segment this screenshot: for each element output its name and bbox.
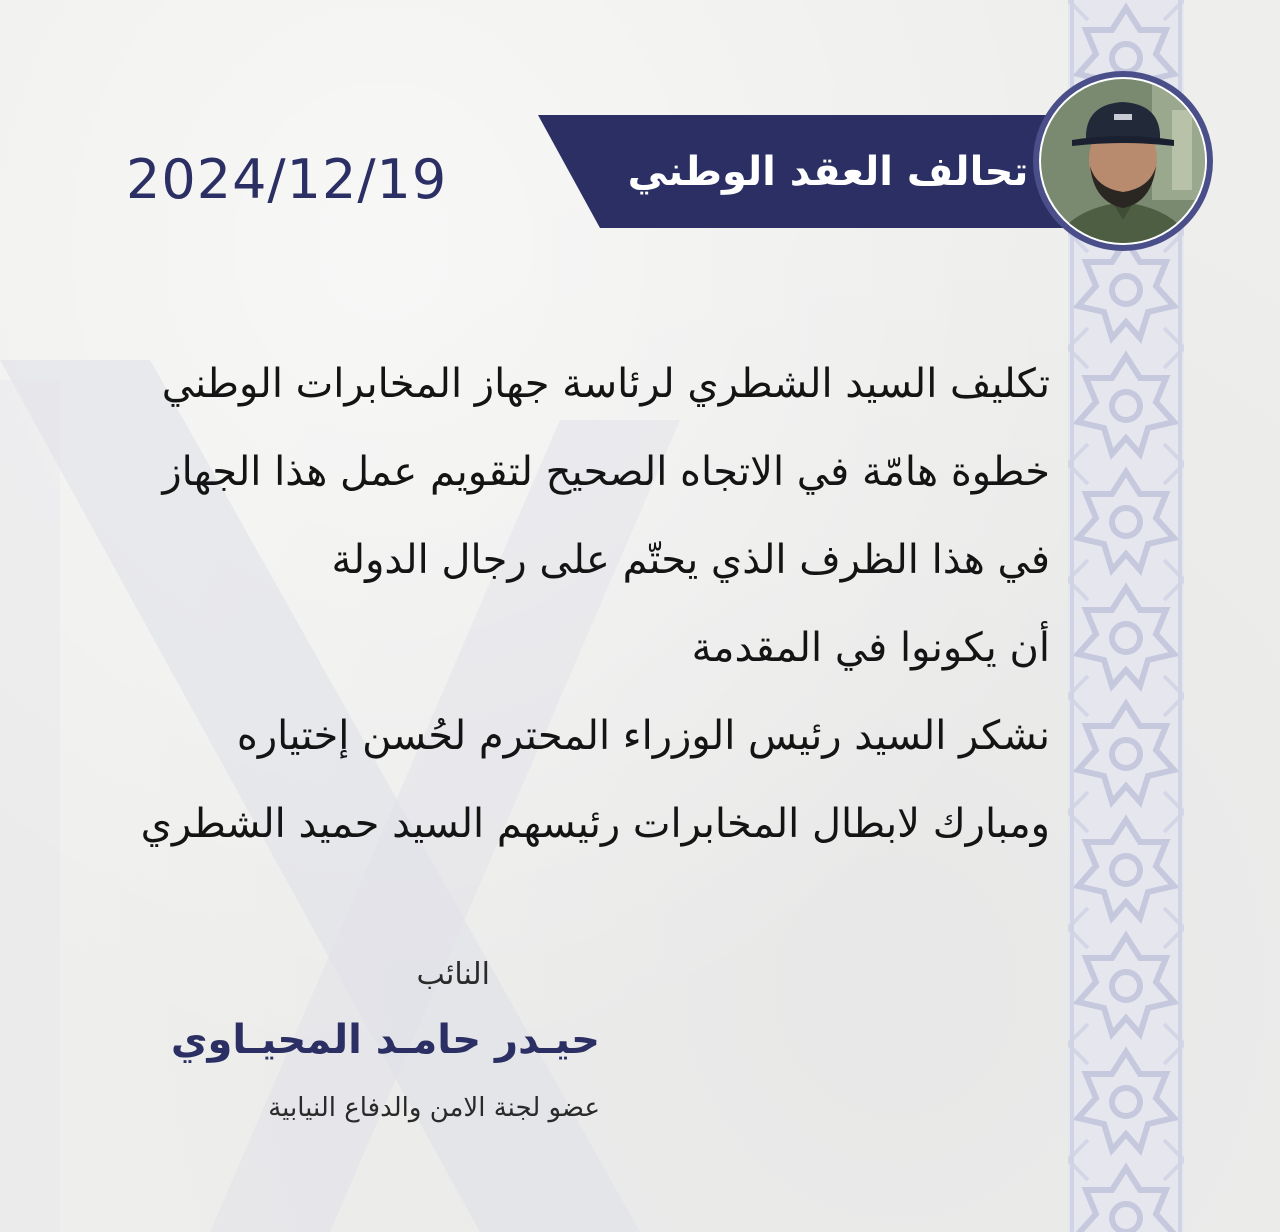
body-line: تكليف السيد الشطري لرئاسة جهاز المخابرات الوطني bbox=[161, 361, 1050, 407]
body-line: في هذا الظرف الذي يحتّم على رجال الدولة bbox=[331, 537, 1050, 583]
body-line: نشكر السيد رئيس الوزراء المحترم لحُسن إختياره bbox=[236, 713, 1050, 759]
body-line: ومبارك لابطال المخابرات رئيسهم السيد حميد الشطري bbox=[140, 801, 1050, 847]
alliance-title: تحالف العقد الوطني bbox=[627, 148, 1029, 195]
header-banner bbox=[538, 115, 1098, 228]
body-line: أن يكونوا في المقدمة bbox=[691, 625, 1050, 671]
signer-position: عضو لجنة الامن والدفاع النيابية bbox=[268, 1093, 600, 1123]
portrait-avatar bbox=[1032, 70, 1214, 252]
statement-body bbox=[50, 340, 1050, 868]
signer-role: النائب bbox=[416, 957, 490, 992]
body-line: خطوة هامّة في الاتجاه الصحيح لتقويم عمل هذا الجهاز bbox=[162, 449, 1050, 495]
signature-block bbox=[150, 948, 610, 1138]
statement-date: 2024/12/19 bbox=[126, 148, 448, 211]
signer-name: حيـدر حامـد المحيـاوي bbox=[170, 1017, 600, 1063]
